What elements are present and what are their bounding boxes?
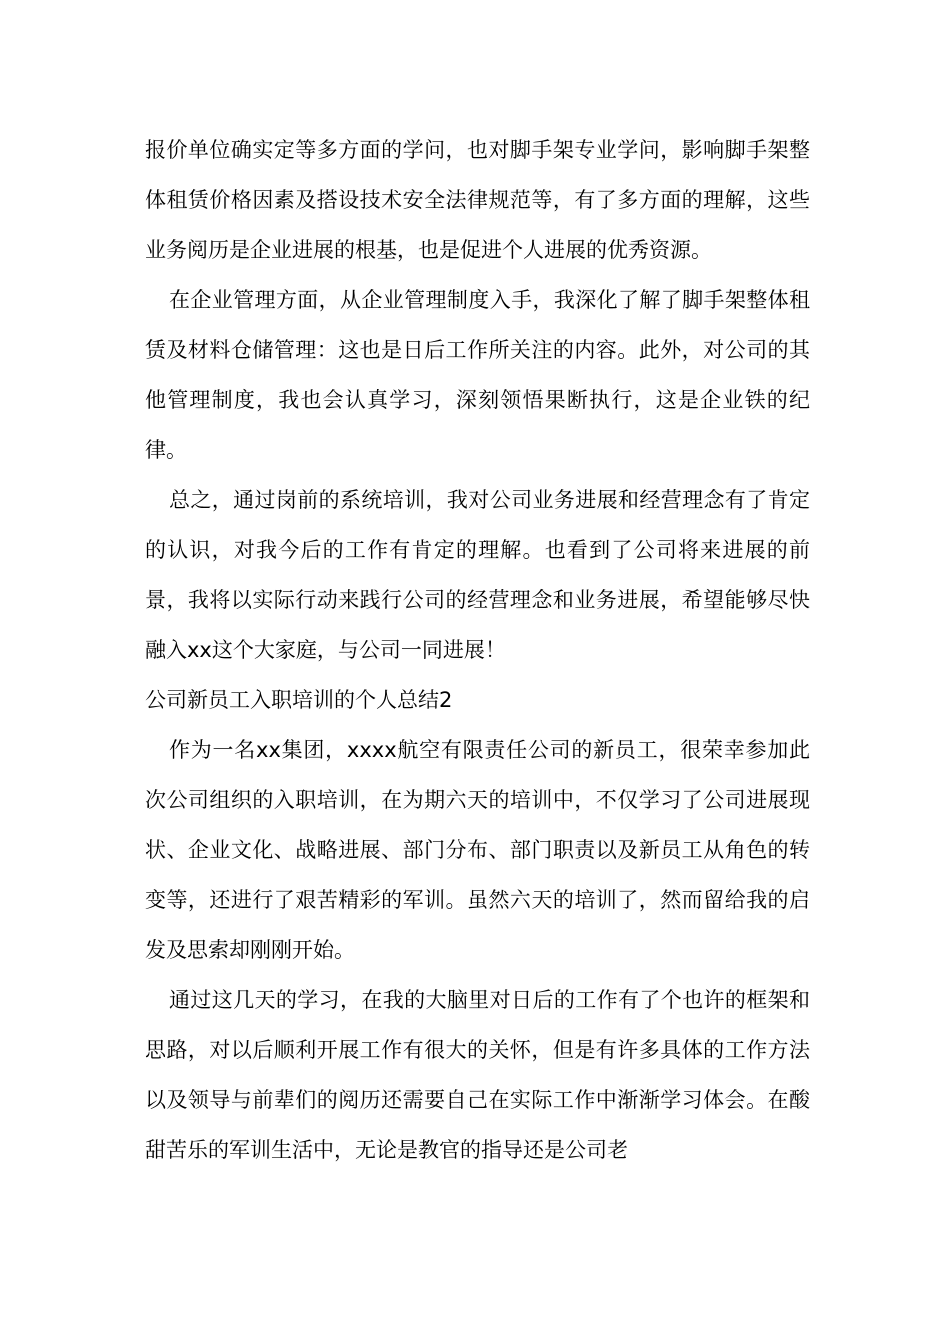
paragraph-intro: 作为一名xx集团，xxxx航空有限责任公司的新员工，很荣幸参加此次公司组织的入职培训，在为期六天的培训中，不仅学习了公司进展现状、企业文化、战略进展、部门分布、部门职责以及新员工从角色的转变等，还进行了艰苦精彩的军训。虽然六天的培训了，然而留给我的启发及思索却刚刚开始。 — [145, 738, 810, 962]
document-body — [145, 125, 810, 1175]
paragraph-conclusion: 总之，通过岗前的系统培训，我对公司业务进展和经营理念有了肯定的认识，对我今后的工作有肯定的理解。也看到了公司将来进展的前景，我将以实际行动来践行公司的经营理念和业务进展，希望能够尽快融入xx这个大家庭，与公司一同进展！ — [145, 488, 810, 662]
paragraph-management: 在企业管理方面，从企业管理制度入手，我深化了解了脚手架整体租赁及材料仓储管理：这也是日后工作所关注的内容。此外，对公司的其他管理制度，我也会认真学习，深刻领悟果断执行，这是企业铁的纪律。 — [145, 288, 810, 462]
section-heading: 公司新员工入职培训的个人总结2 — [145, 688, 453, 712]
paragraph-continuation: 报价单位确实定等多方面的学问，也对脚手架专业学问，影响脚手架整体租赁价格因素及搭设技术安全法律规范等，有了多方面的理解，这些业务阅历是企业进展的根基，也是促进个人进展的优秀资源。 — [145, 138, 810, 262]
paragraph-learning: 通过这几天的学习，在我的大脑里对日后的工作有了个也许的框架和思路，对以后顺利开展工作有很大的关怀，但是有许多具体的工作方法以及领导与前辈们的阅历还需要自己在实际工作中渐渐学习体会。在酸甜苦乐的军训生活中，无论是教官的指导还是公司老 — [145, 988, 810, 1162]
